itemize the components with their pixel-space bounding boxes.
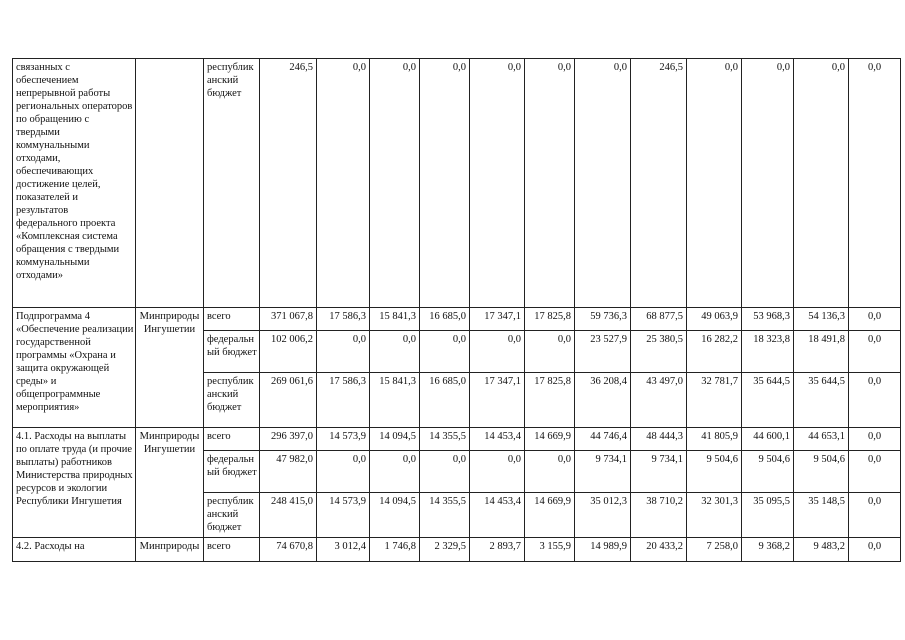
- funding-source-line: всего: [207, 311, 231, 322]
- year-value-cell: 0,0: [470, 331, 525, 373]
- program-name-line: отходами,: [16, 153, 61, 164]
- program-name-line: программы «Охрана и: [16, 350, 116, 361]
- year-value-cell: 17 825,8: [525, 308, 575, 331]
- year-value-cell: 35 644,5: [742, 373, 794, 428]
- program-name-line: общепрограммные: [16, 389, 101, 400]
- year-value-cell: 32 301,3: [687, 493, 742, 538]
- funding-source-cell: [204, 373, 260, 428]
- program-name-line: показателей и: [16, 192, 79, 203]
- table-row: [13, 428, 901, 451]
- year-value-cell: 14 453,4: [470, 428, 525, 451]
- year-value-cell: 2 893,7: [470, 538, 525, 562]
- program-name-line: среды» и: [16, 376, 57, 387]
- program-name-line: результатов: [16, 205, 69, 216]
- year-value-cell: 246,5: [631, 59, 687, 308]
- funding-source-line: бюджет: [207, 88, 242, 99]
- program-name-line: непрерывной работы: [16, 88, 111, 99]
- program-name-line: мероприятия»: [16, 402, 80, 413]
- funding-source-line: анский: [207, 509, 239, 520]
- total-value-cell: 248 415,0: [260, 493, 317, 538]
- year-value-cell: 16 282,2: [687, 331, 742, 373]
- year-value-cell: 0,0: [420, 331, 470, 373]
- program-name-line: «Комплексная система: [16, 231, 118, 242]
- program-name-line: выплаты) работников: [16, 457, 112, 468]
- year-value-cell: 14 453,4: [470, 493, 525, 538]
- budget-table: [12, 58, 901, 562]
- funding-source-cell: [204, 308, 260, 331]
- program-name-line: по обращению с: [16, 114, 90, 125]
- year-value-cell: 0,0: [525, 451, 575, 493]
- program-name-line: 4.2. Расходы на: [16, 541, 85, 552]
- year-value-cell: 1 746,8: [370, 538, 420, 562]
- program-name-line: Подпрограмма 4: [16, 311, 90, 322]
- program-name-line: обращения с твердыми: [16, 244, 120, 255]
- funding-source-line: всего: [207, 431, 231, 442]
- program-name-line: защита окружающей: [16, 363, 110, 374]
- year-value-cell: 14 573,9: [317, 493, 370, 538]
- total-value-cell: 371 067,8: [260, 308, 317, 331]
- program-name-line: 4.1. Расходы на выплаты: [16, 431, 127, 442]
- total-value-cell: 296 397,0: [260, 428, 317, 451]
- year-value-cell: 0,0: [420, 59, 470, 308]
- year-value-cell: 20 433,2: [631, 538, 687, 562]
- year-value-cell: 0,0: [525, 59, 575, 308]
- year-value-cell: 23 527,9: [575, 331, 631, 373]
- year-value-cell: 14 094,5: [370, 428, 420, 451]
- year-value-cell: 9 504,6: [742, 451, 794, 493]
- funding-source-cell: [204, 451, 260, 493]
- year-value-cell: 36 208,4: [575, 373, 631, 428]
- year-value-cell: 17 347,1: [470, 308, 525, 331]
- funding-source-line: ый бюджет: [207, 467, 257, 478]
- year-value-cell: 0,0: [525, 331, 575, 373]
- year-value-cell: 0,0: [575, 59, 631, 308]
- year-value-cell: 0,0: [849, 331, 901, 373]
- year-value-cell: 3 012,4: [317, 538, 370, 562]
- year-value-cell: 0,0: [742, 59, 794, 308]
- year-value-cell: 44 746,4: [575, 428, 631, 451]
- year-value-cell: 0,0: [849, 308, 901, 331]
- funding-source-line: ый бюджет: [207, 347, 257, 358]
- program-name-line: региональных операторов: [16, 101, 133, 112]
- year-value-cell: 32 781,7: [687, 373, 742, 428]
- year-value-cell: 16 685,0: [420, 308, 470, 331]
- year-value-cell: 38 710,2: [631, 493, 687, 538]
- year-value-cell: 14 669,9: [525, 428, 575, 451]
- year-value-cell: 18 491,8: [794, 331, 849, 373]
- table-row: [13, 538, 901, 562]
- year-value-cell: 43 497,0: [631, 373, 687, 428]
- year-value-cell: 17 347,1: [470, 373, 525, 428]
- year-value-cell: 14 989,9: [575, 538, 631, 562]
- year-value-cell: 3 155,9: [525, 538, 575, 562]
- year-value-cell: 0,0: [317, 331, 370, 373]
- year-value-cell: 15 841,3: [370, 373, 420, 428]
- executor-cell: Минприроды Ингушетии: [136, 308, 204, 428]
- year-value-cell: 14 669,9: [525, 493, 575, 538]
- funding-source-cell: [204, 538, 260, 562]
- year-value-cell: 9 504,6: [794, 451, 849, 493]
- funding-source-line: федеральн: [207, 334, 254, 345]
- program-name-cell: [13, 428, 136, 538]
- year-value-cell: 17 586,3: [317, 308, 370, 331]
- year-value-cell: 2 329,5: [420, 538, 470, 562]
- program-name-line: государственной: [16, 337, 91, 348]
- year-value-cell: 14 355,5: [420, 493, 470, 538]
- year-value-cell: 0,0: [370, 59, 420, 308]
- total-value-cell: 269 061,6: [260, 373, 317, 428]
- funding-source-line: бюджет: [207, 402, 242, 413]
- executor-cell: Минприроды: [136, 538, 204, 562]
- program-name-cell: [13, 308, 136, 428]
- year-value-cell: 14 573,9: [317, 428, 370, 451]
- year-value-cell: 0,0: [849, 538, 901, 562]
- table-row: [13, 59, 901, 308]
- year-value-cell: 44 600,1: [742, 428, 794, 451]
- year-value-cell: 0,0: [370, 451, 420, 493]
- year-value-cell: 0,0: [420, 451, 470, 493]
- year-value-cell: 14 094,5: [370, 493, 420, 538]
- year-value-cell: 0,0: [470, 59, 525, 308]
- year-value-cell: 48 444,3: [631, 428, 687, 451]
- year-value-cell: 17 586,3: [317, 373, 370, 428]
- year-value-cell: 54 136,3: [794, 308, 849, 331]
- funding-source-line: бюджет: [207, 522, 242, 533]
- year-value-cell: 0,0: [317, 451, 370, 493]
- year-value-cell: 35 095,5: [742, 493, 794, 538]
- year-value-cell: 0,0: [849, 451, 901, 493]
- year-value-cell: 9 504,6: [687, 451, 742, 493]
- total-value-cell: 246,5: [260, 59, 317, 308]
- funding-source-line: всего: [207, 541, 231, 552]
- year-value-cell: 44 653,1: [794, 428, 849, 451]
- program-name-line: достижение целей,: [16, 179, 101, 190]
- year-value-cell: 0,0: [317, 59, 370, 308]
- year-value-cell: 9 483,2: [794, 538, 849, 562]
- funding-source-line: федеральн: [207, 454, 254, 465]
- program-name-line: отходами»: [16, 270, 64, 281]
- year-value-cell: 41 805,9: [687, 428, 742, 451]
- year-value-cell: 17 825,8: [525, 373, 575, 428]
- funding-source-cell: [204, 59, 260, 308]
- program-name-cell: [13, 59, 136, 308]
- program-name-line: коммунальными: [16, 257, 90, 268]
- year-value-cell: 49 063,9: [687, 308, 742, 331]
- year-value-cell: 0,0: [849, 373, 901, 428]
- funding-source-line: республик: [207, 62, 254, 73]
- program-name-line: твердыми: [16, 127, 60, 138]
- executor-cell: Минприроды Ингушетии: [136, 428, 204, 538]
- year-value-cell: 0,0: [849, 428, 901, 451]
- program-name-line: «Обеспечение реализации: [16, 324, 134, 335]
- year-value-cell: 35 644,5: [794, 373, 849, 428]
- funding-source-cell: [204, 331, 260, 373]
- table-row: [13, 308, 901, 331]
- program-name-line: коммунальными: [16, 140, 90, 151]
- total-value-cell: 74 670,8: [260, 538, 317, 562]
- program-name-line: обеспечивающих: [16, 166, 94, 177]
- year-value-cell: 35 148,5: [794, 493, 849, 538]
- funding-source-cell: [204, 428, 260, 451]
- year-value-cell: 59 736,3: [575, 308, 631, 331]
- total-value-cell: 102 006,2: [260, 331, 317, 373]
- year-value-cell: 0,0: [370, 331, 420, 373]
- funding-source-line: республик: [207, 496, 254, 507]
- year-value-cell: 0,0: [470, 451, 525, 493]
- funding-source-line: республик: [207, 376, 254, 387]
- executor-cell: [136, 59, 204, 308]
- year-value-cell: 16 685,0: [420, 373, 470, 428]
- year-value-cell: 0,0: [794, 59, 849, 308]
- year-value-cell: 0,0: [687, 59, 742, 308]
- funding-source-line: анский: [207, 389, 239, 400]
- funding-source-cell: [204, 493, 260, 538]
- year-value-cell: 14 355,5: [420, 428, 470, 451]
- year-value-cell: 0,0: [849, 59, 901, 308]
- year-value-cell: 15 841,3: [370, 308, 420, 331]
- year-value-cell: 35 012,3: [575, 493, 631, 538]
- year-value-cell: 7 258,0: [687, 538, 742, 562]
- program-name-cell: [13, 538, 136, 562]
- total-value-cell: 47 982,0: [260, 451, 317, 493]
- year-value-cell: 9 734,1: [631, 451, 687, 493]
- program-name-line: ресурсов и экологии: [16, 483, 108, 494]
- program-name-line: обеспечением: [16, 75, 79, 86]
- year-value-cell: 0,0: [849, 493, 901, 538]
- year-value-cell: 53 968,3: [742, 308, 794, 331]
- program-name-line: связанных с: [16, 62, 70, 73]
- program-name-line: по оплате труда (и прочие: [16, 444, 133, 455]
- program-name-line: Министерства природных: [16, 470, 133, 481]
- year-value-cell: 18 323,8: [742, 331, 794, 373]
- year-value-cell: 9 368,2: [742, 538, 794, 562]
- year-value-cell: 9 734,1: [575, 451, 631, 493]
- funding-source-line: анский: [207, 75, 239, 86]
- year-value-cell: 68 877,5: [631, 308, 687, 331]
- program-name-line: Республики Ингушетия: [16, 496, 122, 507]
- program-name-line: федерального проекта: [16, 218, 116, 229]
- year-value-cell: 25 380,5: [631, 331, 687, 373]
